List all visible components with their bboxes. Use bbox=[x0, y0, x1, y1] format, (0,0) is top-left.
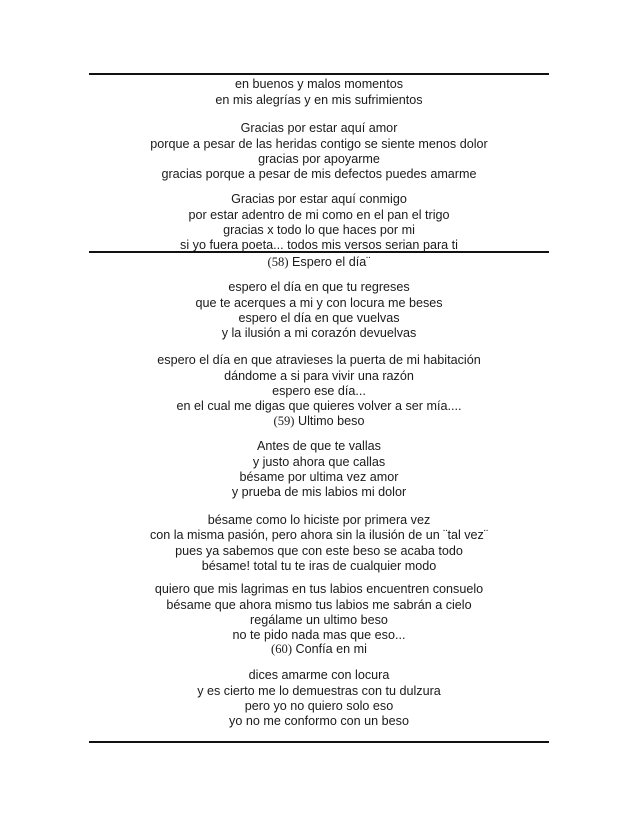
poem-line: Antes de que te vallas bbox=[257, 439, 381, 453]
poem-line: gracias por apoyarme bbox=[258, 152, 380, 166]
poem-line: en buenos y malos momentos bbox=[234, 77, 403, 91]
poem-line: con la misma pasión, pero ahora sin la ilusión de un ¨tal vez¨ bbox=[149, 528, 489, 542]
poem-line: Gracias por estar aquí amor bbox=[240, 121, 398, 135]
poem-title bbox=[89, 414, 549, 429]
poem-line: espero el día en que vuelvas bbox=[238, 311, 400, 325]
poem-line: quiero que mis lagrimas en tus labios encuentren consuelo bbox=[154, 582, 484, 596]
poem-line: en mis alegrías y en mis sufrimientos bbox=[215, 93, 423, 107]
poem-line: bésame que ahora mismo tus labios me sabrán a cielo bbox=[166, 598, 472, 612]
poem-number: (60) bbox=[271, 642, 293, 656]
bottom-rule bbox=[89, 741, 549, 743]
poem-line: bésame por ultima vez amor bbox=[239, 470, 399, 484]
poem-line: y es cierto me lo demuestras con tu dulzura bbox=[197, 684, 441, 698]
section-rule bbox=[89, 251, 549, 253]
poem-line: no te pido nada mas que eso... bbox=[232, 628, 406, 642]
poem-title-text: Confía en mi bbox=[295, 642, 367, 656]
poem-line: gracias porque a pesar de mis defectos puedes amarme bbox=[161, 167, 477, 181]
poem-line: y justo ahora que callas bbox=[252, 455, 386, 469]
poem-line: por estar adentro de mi como en el pan el trigo bbox=[188, 208, 450, 222]
poem-line: yo no me conformo con un beso bbox=[229, 714, 409, 728]
poem-line: dándome a si para vivir una razón bbox=[224, 369, 414, 383]
poem-line: gracias x todo lo que haces por mi bbox=[223, 223, 415, 237]
poem-line: porque a pesar de las heridas contigo se siente menos dolor bbox=[150, 137, 488, 151]
poem-line: espero ese día... bbox=[272, 384, 366, 398]
poem-line: pues ya sabemos que con este beso se acaba todo bbox=[175, 544, 463, 558]
poem-number: (59) bbox=[273, 414, 295, 428]
poem-line: pero yo no quiero solo eso bbox=[244, 699, 394, 713]
poem-line: dices amarme con locura bbox=[248, 668, 390, 682]
poem-line: si yo fuera poeta... todos mis versos serian para ti bbox=[180, 238, 458, 252]
poem-line: regálame un ultimo beso bbox=[250, 613, 388, 627]
poem-line: bésame! total tu te iras de cualquier modo bbox=[201, 559, 437, 573]
poem-line: en el cual me digas que quieres volver a ser mía.... bbox=[176, 399, 462, 413]
poem-line: bésame como lo hiciste por primera vez bbox=[207, 513, 431, 527]
poem-title bbox=[89, 255, 549, 270]
poem-line: y prueba de mis labios mi dolor bbox=[231, 485, 407, 499]
poem-title bbox=[89, 642, 549, 657]
poem-title-text: Espero el día¨ bbox=[292, 255, 371, 269]
poem-line: y la ilusión a mi corazón devuelvas bbox=[221, 326, 417, 340]
top-rule bbox=[89, 73, 549, 75]
poem-line: que te acerques a mi y con locura me beses bbox=[195, 296, 443, 310]
poem-number: (58) bbox=[267, 255, 289, 269]
poem-line: Gracias por estar aquí conmigo bbox=[231, 192, 407, 206]
poem-line: espero el día en que tu regreses bbox=[228, 280, 410, 294]
poem-line: espero el día en que atravieses la puerta de mi habitación bbox=[157, 353, 481, 367]
poem-title-text: Ultimo beso bbox=[297, 414, 365, 428]
